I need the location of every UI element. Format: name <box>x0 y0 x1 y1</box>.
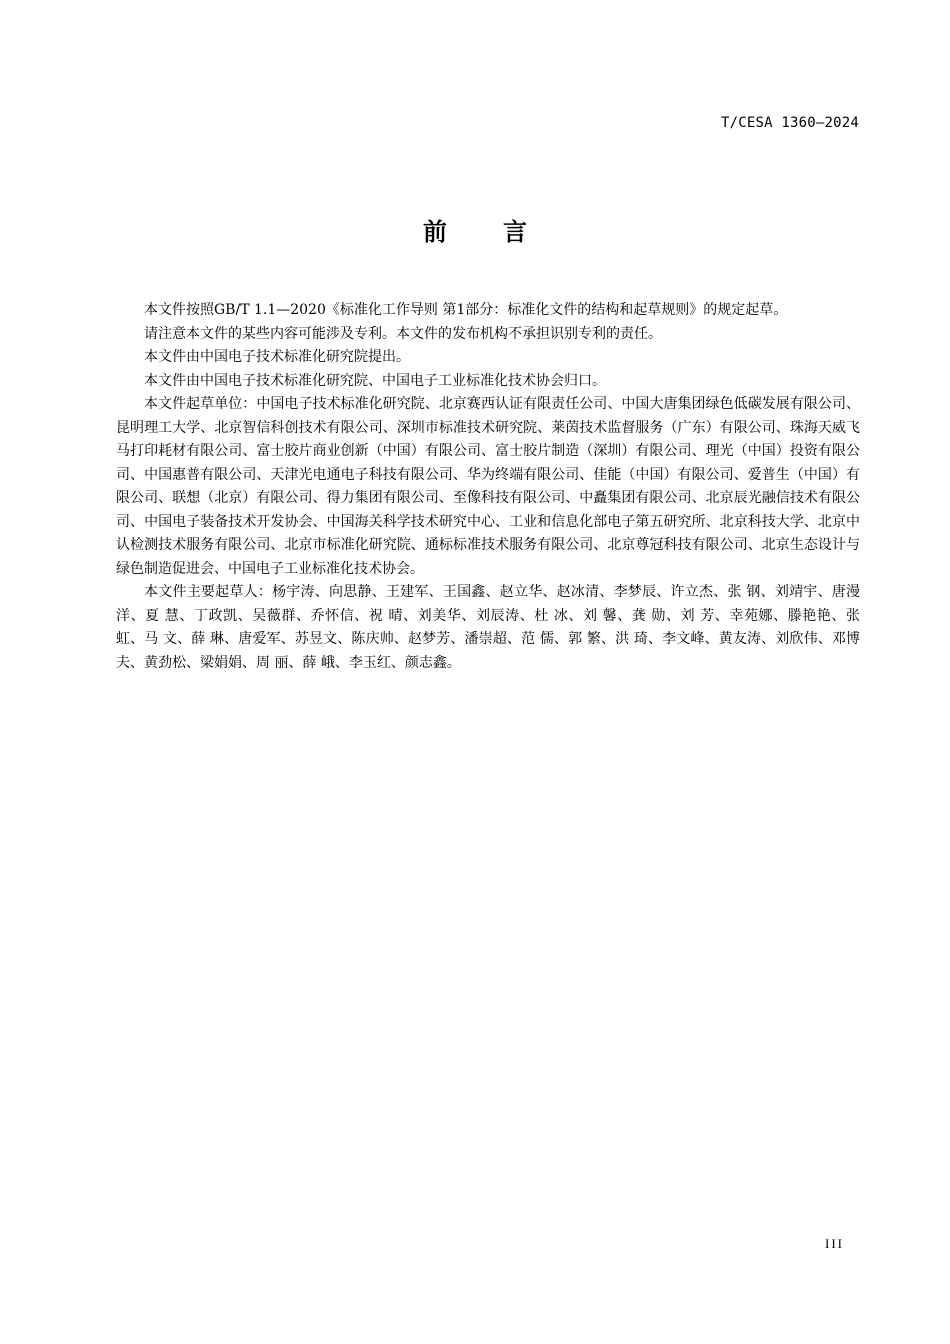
paragraph-drafters: 本文件主要起草人：杨宇涛、向思静、王建军、王国鑫、赵立华、赵冰清、李梦辰、许立杰、张 钢、刘靖宇、唐漫洋、夏 慧、丁政凯、吴薇群、乔怀信、祝 晴、刘美华、刘辰涛、杜 冰、刘 馨、龚 勋、刘 芳、幸苑娜、滕艳艳、张 虹、马 文、薛 琳、唐爱军、苏昱文、陈庆帅、赵梦芳、潘崇超、范 儒、郭 繁、洪 琦、李文峰、黄友涛、刘欣伟、邓博夫、黄劲松、梁娟娟、周 丽、薛 峨、李玉红、颜志鑫。 <box>116 584 860 671</box>
paragraph-drafting-units: 本文件起草单位：中国电子技术标准化研究院、北京赛西认证有限责任公司、中国大唐集团绿色低碳发展有限公司、昆明理工大学、北京智信科创技术有限公司、深圳市标准技术研究院、莱茵技术监督服务（广东）有限公司、珠海天威飞马打印耗材有限公司、富士胶片商业创新（中国）有限公司、富士胶片制造（深圳）有限公司、理光（中国）投资有限公司、中国惠普有限公司、天津光电通电子科技有限公司、华为终端有限公司、佳能（中国）有限公司、爱普生（中国）有限公司、联想（北京）有限公司、得力集团有限公司、至像科技有限公司、中矗集团有限公司、北京辰光融信技术有限公司、中国电子装备技术开发协会、中国海关科学技术研究中心、工业和信息化部电子第五研究所、北京科技大学、北京中认检测技术服务有限公司、北京市标准化研究院、通标标准技术服务有限公司、北京尊冠科技有限公司、北京生态设计与绿色制造促进会、中国电子工业标准化技术协会。 <box>116 396 860 577</box>
document-code: T/CESA 1360—2024 <box>720 115 859 131</box>
foreword-body <box>116 299 860 675</box>
paragraph-centralized-by: 本文件由中国电子技术标准化研究院、中国电子工业标准化技术协会归口。 <box>144 372 606 389</box>
paragraph-patent-notice: 请注意本文件的某些内容可能涉及专利。本文件的发布机构不承担识别专利的责任。 <box>144 325 662 342</box>
page-title: 前言 <box>423 218 583 246</box>
page-number: III <box>825 1236 844 1251</box>
paragraph-drafting-rules: 本文件按照GB/T 1.1—2020《标准化工作导则 第1部分：标准化文件的结构和起草规则》的规定起草。 <box>144 302 788 318</box>
paragraph-proposer: 本文件由中国电子技术标准化研究院提出。 <box>144 349 410 365</box>
